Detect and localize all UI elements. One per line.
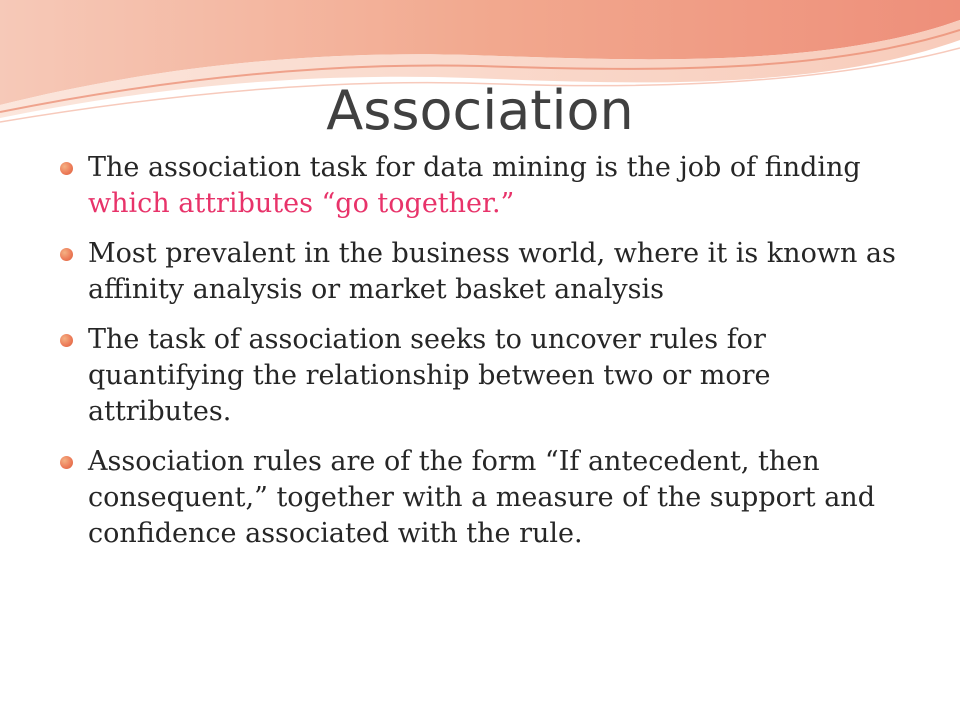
bullet-item-3	[60, 322, 900, 430]
bullet-item-2	[60, 236, 900, 308]
bullet-item-1	[60, 150, 900, 222]
bullet-highlight-1: which attributes “go together.”	[88, 188, 515, 219]
bullet-dot-icon	[60, 248, 73, 261]
bullet-text-1: The association task for data mining is the job of finding	[88, 152, 861, 183]
bullet-list	[60, 150, 900, 566]
bullet-dot-icon	[60, 162, 73, 175]
bullet-item-4	[60, 444, 900, 552]
bullet-dot-icon	[60, 334, 73, 347]
bullet-text-4: Association rules are of the form “If antecedent, then consequent,” together with a measure of the support and confidence associated with the rule.	[88, 446, 875, 549]
bullet-text-3: The task of association seeks to uncover rules for quantifying the relationship between two or more attributes.	[88, 324, 771, 427]
slide-title: Association	[326, 79, 634, 142]
bullet-text-2: Most prevalent in the business world, where it is known as affinity analysis or market basket analysis	[88, 238, 896, 305]
bullet-dot-icon	[60, 456, 73, 469]
